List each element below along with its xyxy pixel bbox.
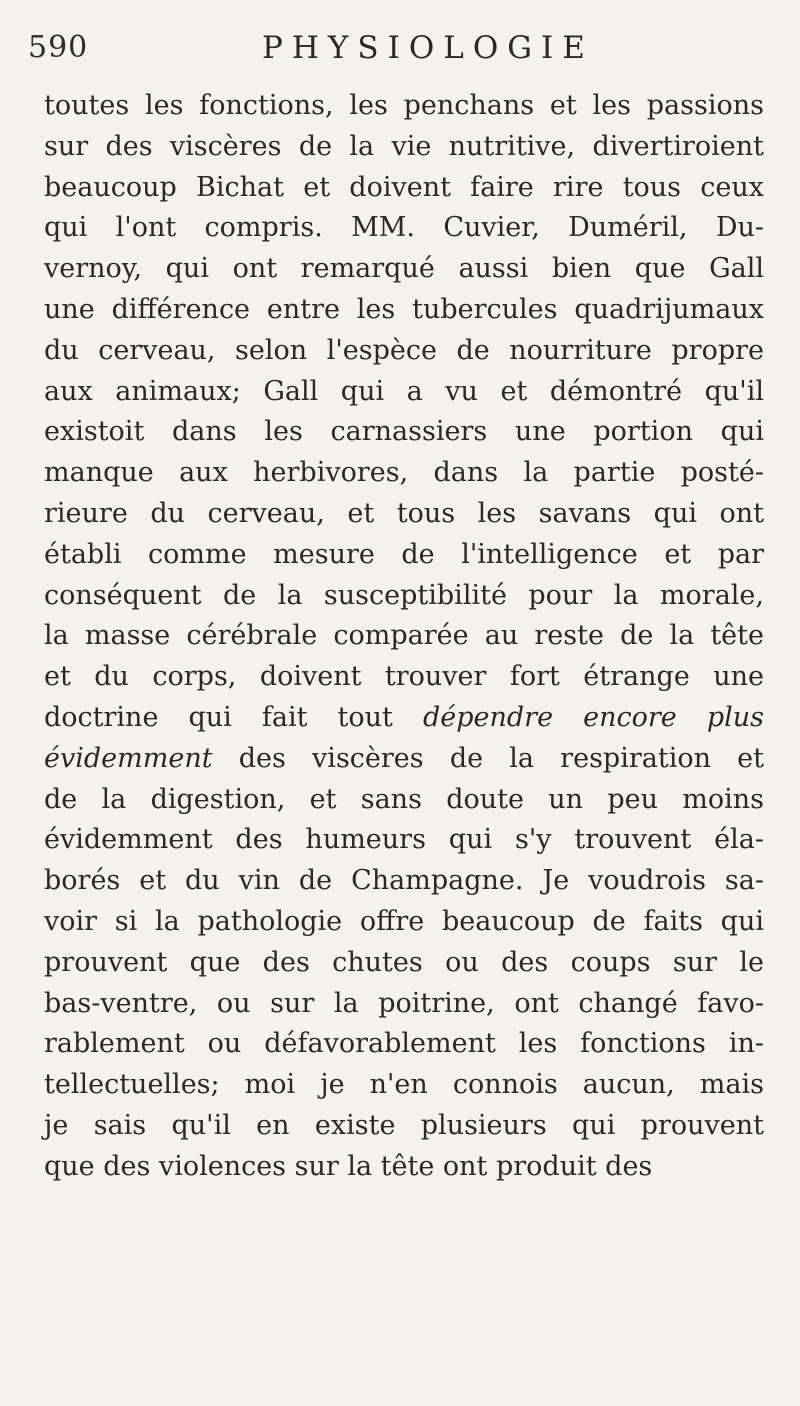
text-line: prouvent que des chutes ou des coups sur le: [44, 946, 764, 978]
text-line: tellectuelles; moi je n'en connois aucun, mais: [44, 1069, 764, 1101]
text-line: toutes les fonctions, les penchans et les passions: [44, 90, 764, 121]
text-line: [44, 698, 764, 739]
text-line: [44, 739, 764, 780]
text-line: évidemment des humeurs qui s'y trouvent éla-: [44, 824, 764, 856]
text-line: et du corps, doivent trouver fort étrange une: [44, 661, 764, 693]
text-line: du cerveau, selon l'espèce de nourriture propre: [44, 334, 764, 366]
text-line: vernoy, qui ont remarqué aussi bien que Gall: [44, 253, 764, 285]
text-line: qui l'ont compris. MM. Cuvier, Duméril, Du-: [44, 212, 764, 244]
text-line: je sais qu'il en existe plusieurs qui prouvent: [44, 1109, 764, 1141]
running-title: PHYSIOLOGIE: [262, 30, 594, 66]
text-line: beaucoup Bichat et doivent faire rire tous ceux: [44, 171, 764, 203]
text-line: existoit dans les carnassiers une portion qui: [44, 416, 764, 448]
text-line: une différence entre les tubercules quadrijumaux: [44, 293, 764, 325]
text-line: voir si la pathologie offre beaucoup de faits qui: [44, 905, 764, 937]
text-line: bas-ventre, ou sur la poitrine, ont changé favo-: [44, 987, 764, 1019]
text-line: que des violences sur la tête ont produit des: [44, 1150, 653, 1182]
text-line: aux animaux; Gall qui a vu et démontré qu'il: [44, 375, 764, 407]
text-line: la masse cérébrale comparée au reste de la tête: [44, 620, 764, 652]
text-line: établi comme mesure de l'intelligence et par: [44, 538, 764, 570]
text-line: rieure du cerveau, et tous les savans qui ont: [44, 497, 764, 529]
text-line: borés et du vin de Champagne. Je voudrois sa-: [44, 865, 764, 897]
italic-phrase: évidemment: [44, 742, 213, 774]
italic-phrase: dépendre encore plus: [422, 701, 764, 733]
text-segment: doctrine qui fait tout: [44, 701, 423, 733]
text-line: sur des viscères de la vie nutritive, divertiroient: [44, 130, 764, 162]
page-number: 590: [28, 30, 89, 65]
text-line: de la digestion, et sans doute un peu moins: [44, 783, 764, 815]
body-text: [44, 86, 774, 1188]
text-line: manque aux herbivores, dans la partie posté-: [44, 457, 764, 489]
text-segment: des viscères de la respiration et: [212, 742, 764, 774]
text-line: rablement ou défavorablement les fonctions in-: [44, 1028, 764, 1060]
text-line: conséquent de la susceptibilité pour la morale,: [44, 579, 764, 611]
page-header: [28, 30, 788, 80]
